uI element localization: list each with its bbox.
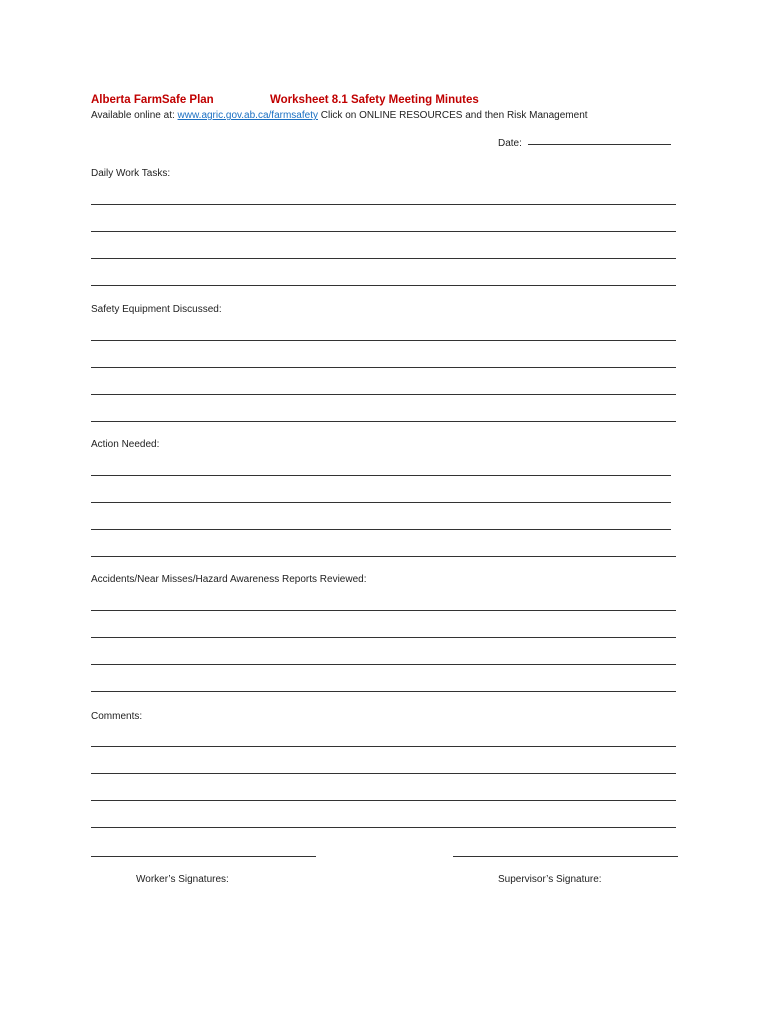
- date-field: [498, 138, 671, 149]
- safety-equipment-line[interactable]: [91, 394, 676, 395]
- daily-work-tasks-line[interactable]: [91, 258, 676, 259]
- daily-work-tasks-line[interactable]: [91, 285, 676, 286]
- accidents-reports-line[interactable]: [91, 610, 676, 611]
- online-prefix: Available online at:: [91, 110, 178, 121]
- plan-title: Alberta FarmSafe Plan: [91, 94, 214, 106]
- action-needed-line[interactable]: [91, 529, 671, 530]
- comments-line[interactable]: [91, 800, 676, 801]
- comments-line[interactable]: [91, 773, 676, 774]
- supervisor-signature-label: Supervisor’s Signature:: [498, 874, 602, 885]
- action-needed-line[interactable]: [91, 502, 671, 503]
- section-label-daily-work-tasks: Daily Work Tasks:: [91, 168, 171, 179]
- section-label-comments: Comments:: [91, 711, 143, 722]
- accidents-reports-line[interactable]: [91, 691, 676, 692]
- accidents-reports-line[interactable]: [91, 664, 676, 665]
- date-label: Date:: [498, 138, 522, 149]
- comments-line[interactable]: [91, 746, 676, 747]
- worker-signature-line[interactable]: [91, 856, 316, 857]
- farmsafety-link[interactable]: www.agric.gov.ab.ca/farmsafety: [177, 110, 318, 121]
- safety-equipment-line[interactable]: [91, 367, 676, 368]
- safety-equipment-line[interactable]: [91, 340, 676, 341]
- action-needed-line[interactable]: [91, 556, 676, 557]
- supervisor-signature-line[interactable]: [453, 856, 678, 857]
- worksheet-title: Worksheet 8.1 Safety Meeting Minutes: [270, 94, 479, 106]
- accidents-reports-line[interactable]: [91, 637, 676, 638]
- worker-signature-label: Worker’s Signatures:: [136, 874, 229, 885]
- comments-line[interactable]: [91, 827, 676, 828]
- daily-work-tasks-line[interactable]: [91, 204, 676, 205]
- date-blank[interactable]: [528, 144, 671, 145]
- action-needed-line[interactable]: [91, 475, 671, 476]
- safety-equipment-line[interactable]: [91, 421, 676, 422]
- section-label-safety-equipment: Safety Equipment Discussed:: [91, 304, 222, 315]
- daily-work-tasks-line[interactable]: [91, 231, 676, 232]
- section-label-action-needed: Action Needed:: [91, 439, 160, 450]
- online-resources-line: [91, 110, 588, 121]
- section-label-accidents-reports: Accidents/Near Misses/Hazard Awareness Reports Reviewed:: [91, 574, 367, 585]
- online-suffix: Click on ONLINE RESOURCES and then Risk Management: [317, 110, 588, 121]
